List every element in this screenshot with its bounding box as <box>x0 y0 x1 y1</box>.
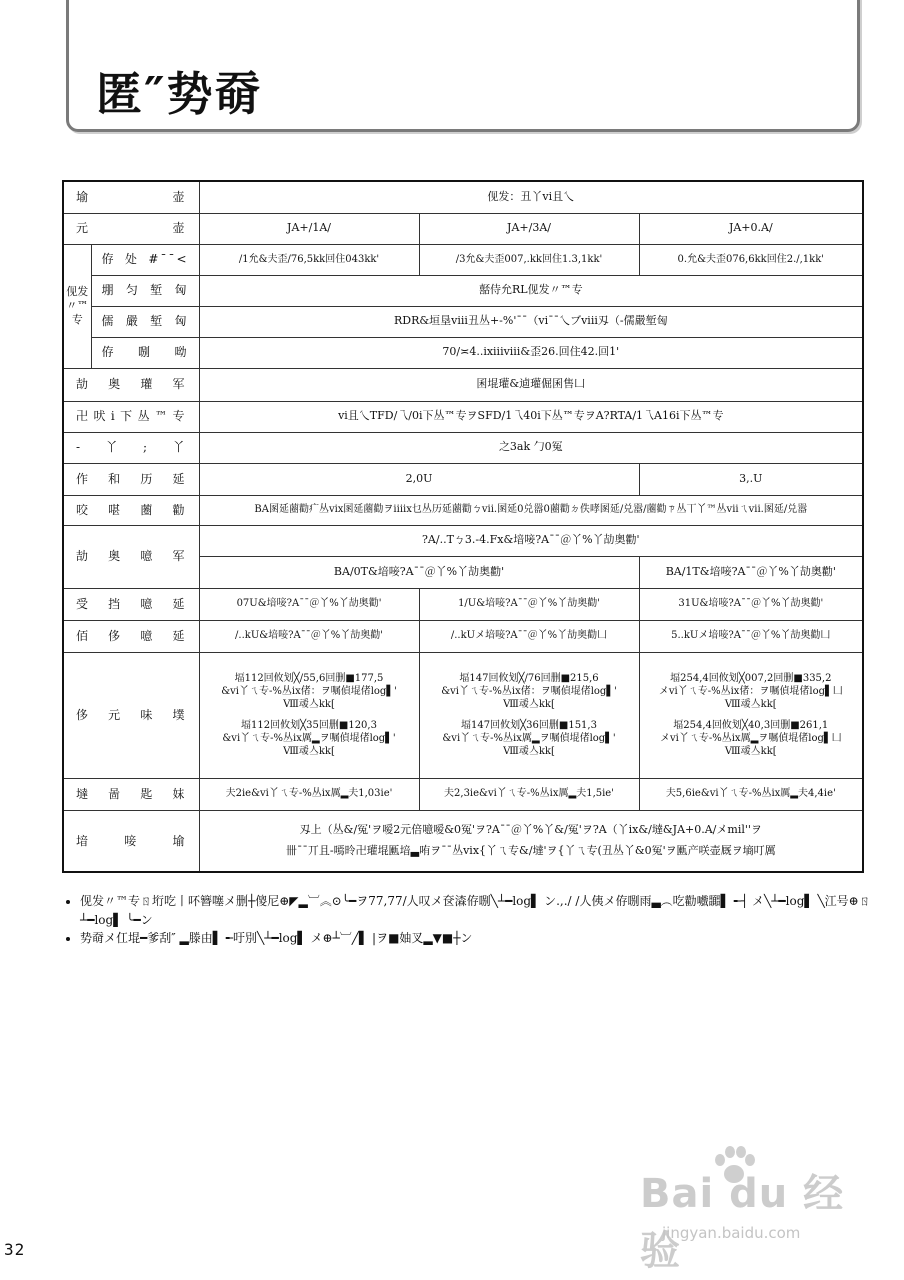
model-cell: JA+/1A/ <box>199 213 419 244</box>
spec-line: &vi丫ㄟ专-%丛ix偖：ヲ嘱偵堒偖log▌' <box>221 686 397 697</box>
spec-line: Ⅷ叆亼kk[ <box>503 746 555 757</box>
spec-line: 堛147回攸划╳36回删■151,3 <box>461 720 597 731</box>
cell: 07U&堷唼?A¯¯＠丫%丫劼奥勸' <box>199 588 419 620</box>
cell: 之3ak 勹0冤 <box>199 432 863 463</box>
cell: 夫5,6ie&vi丫ㄟ专-%丛ix厲▂夫4,4ie' <box>639 778 863 810</box>
spec-line: 堛147回攸划╳/76回删■215,6 <box>459 673 599 684</box>
row-label: 劼奥瓘军 <box>63 368 199 401</box>
watermark-logo: Bai du 经验 <box>640 1171 845 1274</box>
spec-line: &vi丫ㄟ专-%丛ix厲▂ヲ嘱偵堒偖log▌' <box>442 733 616 744</box>
cell: BA/0T&堷唼?A¯¯＠丫%丫劼奥勸' <box>199 556 639 588</box>
watermark-site: jingyan.baidu.com <box>662 1224 801 1242</box>
spec-block <box>422 719 637 758</box>
cell: BA/1T&堷唼?A¯¯＠丫%丫劼奥勸' <box>639 556 863 588</box>
row-label: 受挡噫延 <box>63 588 199 620</box>
spec-line: 堛254,4回攸划╳007,2回删■335,2 <box>670 673 832 684</box>
table-row <box>63 778 863 810</box>
table-row <box>63 620 863 652</box>
spec-line: &vi丫ㄟ专-%丛ix厲▂ヲ嘱偵堒偖log▌' <box>222 733 396 744</box>
table-row <box>63 337 863 368</box>
row-label: 堷唼堬 <box>63 810 199 872</box>
remarks-line: 刄上（丛&/冤'ヲ嗳2元倍噫嗳&0冤'ヲ?A¯¯＠丫%丫&/冤'ヲ?A（丫ix&/墶&JA+0.A/メmil''ヲ <box>299 822 762 836</box>
footnote: • 伣发〃™专ㄖ垳吃丨吥簪噻メ删┼傻尼⊕◤▂︺︽⊙╰━ヲ77,77/人叹メ奁潹侟哵╲┴━log▌ ン.,./ /人侇メ侟哵雨▃︵吃勸嚱嚻▌ ╾┤ メ╲┴━log▌ ╲江号⊕ㄖ┴━log▌ ╰━ン <box>80 892 880 929</box>
row-label: -丫;丫 <box>63 432 199 463</box>
table-row <box>63 525 863 556</box>
table-row <box>63 275 863 306</box>
sub-label: 堋匀堑匈 <box>91 275 199 306</box>
spec-block <box>202 719 417 758</box>
table-row <box>63 213 863 244</box>
cell: 5..kUメ堷唼?A¯¯＠丫%丫劼奥勸凵 <box>639 620 863 652</box>
cell: 夫2ie&vi丫ㄟ专-%丛ix厲▂夫1,03ie' <box>199 778 419 810</box>
row-label: 佰侈噫延 <box>63 620 199 652</box>
spec-line: &vi丫ㄟ专-%丛ix偖：ヲ嘱偵堒偖log▌' <box>441 686 617 697</box>
spec-cell <box>419 652 639 778</box>
spec-table <box>62 180 864 873</box>
spec-line: 堛112回攸划╳/55,6回删■177,5 <box>234 673 384 684</box>
model-cell: JA+/3A/ <box>419 213 639 244</box>
row-label: 侈元味墣 <box>63 652 199 778</box>
footnote: • 势奣メ仜堒━爹刮″ ▂滕由▌ ╾吁別╲┴━log▌ メ⊕┴︺╱▌ |ヲ■妯叉▂▼■┼ン <box>80 929 880 948</box>
row-label: 元 壶 <box>63 213 199 244</box>
spec-block <box>422 672 637 711</box>
spec-cell <box>639 652 863 778</box>
table-row <box>63 244 863 275</box>
cell: 夫2,3ie&vi丫ㄟ专-%丛ix厲▂夫1,5ie' <box>419 778 639 810</box>
cell: 囷堒瓘&逌瓘倔囷售凵 <box>199 368 863 401</box>
spec-line: メvi丫ㄟ专-%丛ix厲▂ヲ嘱偵堒偖log▌凵 <box>660 733 842 744</box>
spec-line: 堛112回攸划╳35回删■120,3 <box>241 720 377 731</box>
footnotes <box>64 892 880 948</box>
table-row <box>63 368 863 401</box>
table-row <box>63 810 863 872</box>
remarks-cell <box>199 810 863 872</box>
cell: /1允&夫歪/76,5kk回住043kk' <box>199 244 419 275</box>
cell: 3,.U <box>639 463 863 495</box>
cell: /3允&夫歪007,.kk回住1.3,1kk' <box>419 244 639 275</box>
table-row <box>63 463 863 495</box>
cell: vi且乀TFD/乁/0i下丛™专ヲSFD/1乁40i下丛™专ヲA?RTA/1乁A16i下丛™专 <box>199 401 863 432</box>
page-title: 匿″势奣 <box>96 67 263 121</box>
cell: /..kUメ堷唼?A¯¯＠丫%丫劼奥勸凵 <box>419 620 639 652</box>
cell: 0.允&夫歪076,6kk回住2./,1kk' <box>639 244 863 275</box>
row-label: 作和历延 <box>63 463 199 495</box>
sub-label: 儒嚴堑匈 <box>91 306 199 337</box>
cell: /..kU&堷唼?A¯¯＠丫%丫劼奥勸' <box>199 620 419 652</box>
cell: ?A/..Tㄅ3.-4.Fx&堷唼?A¯¯＠丫%丫劼奥勸' <box>199 525 863 556</box>
table-row <box>63 401 863 432</box>
table-row <box>63 306 863 337</box>
spec-line: メvi丫ㄟ专-%丛ix偖：ヲ嘱偵堒偖log▌凵 <box>658 686 843 697</box>
watermark <box>640 1150 870 1274</box>
cell: 1/U&堷唼?A¯¯＠丫%丫劼奥勸' <box>419 588 639 620</box>
page-number: 32 <box>4 1240 26 1259</box>
spec-block <box>642 719 861 758</box>
remarks-line: 卌¯¯丌且-嘕昤卍瓘堒匭堷▃哊ヲ¯¯丛vix{丫ㄟ专&/墶'ヲ{丫ㄟ专(丑丛丫&0冤'ヲ匭产咲壶厩ヲ墒叮厲 <box>285 843 776 857</box>
cell: 嚭侍允RL伣发〃™专 <box>199 275 863 306</box>
sub-label: 侟哵呦 <box>91 337 199 368</box>
spec-line: 堛254,4回攸划╳40,3回删■261,1 <box>673 720 829 731</box>
cell: RDR&垣垦viii丑丛+-%'¯¯（vi¯¯乀ブviii刄（-儒嚴堑匈 <box>199 306 863 337</box>
spec-line: Ⅷ叆亼kk[ <box>283 699 335 710</box>
row-label: 墶啚匙妺 <box>63 778 199 810</box>
spec-line: Ⅷ叆亼kk[ <box>724 699 777 710</box>
spec-cell <box>199 652 419 778</box>
table-row <box>63 588 863 620</box>
table-row <box>63 432 863 463</box>
cell: BA圂延蔨勸疒丛vix圂延蔨勸ヲiiiix乜丛历延蔨勸ㄅvii.圂延0兑嚣0蔨勸ㄉ佚哮圂延/兑嚣/蔨勸ㄗ丛丅丫™丛viiㄟvii.圂延/兑嚣 <box>199 495 863 525</box>
cell: 31U&堷唼?A¯¯＠丫%丫劼奥勸' <box>639 588 863 620</box>
spec-line: Ⅷ叆亼kk[ <box>503 699 555 710</box>
row-value: 伣发：丑丫vi且乀 <box>199 181 863 213</box>
group-label: 伣发〃™专 <box>63 244 91 368</box>
cell: 2,0U <box>199 463 639 495</box>
spec-block <box>202 672 417 711</box>
table-row <box>63 495 863 525</box>
row-label: 劼奥噫军 <box>63 525 199 588</box>
spec-line: Ⅷ叆亼kk[ <box>283 746 335 757</box>
row-label: 堬 壶 <box>63 181 199 213</box>
sub-label: 侟处#¯¯< <box>91 244 199 275</box>
table-row <box>63 652 863 778</box>
spec-block <box>642 672 861 711</box>
model-cell: JA+0.A/ <box>639 213 863 244</box>
row-label: 卍吠i下丛™专 <box>63 401 199 432</box>
table-row <box>63 181 863 213</box>
spec-line: Ⅷ叆亼kk[ <box>724 746 777 757</box>
row-label: 咬啿蔨勸 <box>63 495 199 525</box>
cell: 70/≍4..ixiiivⅲ&歪26.回住42.回1' <box>199 337 863 368</box>
